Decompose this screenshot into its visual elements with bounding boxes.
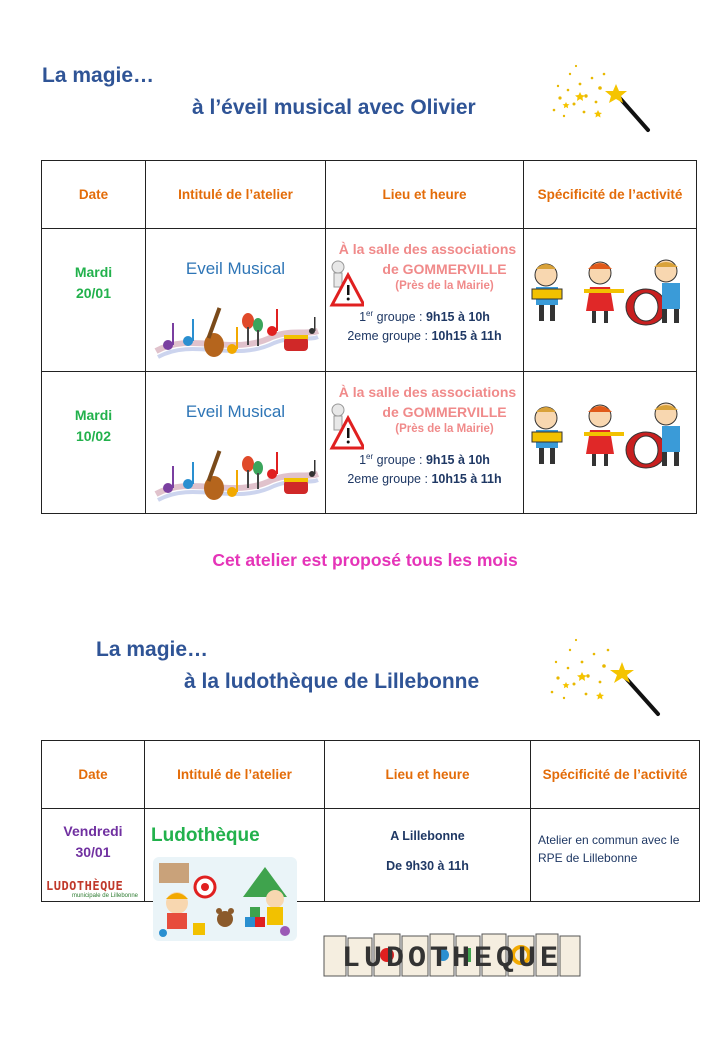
group2-line: 2eme groupe : 10h15 à 11h	[347, 329, 502, 344]
date-cell	[42, 809, 145, 902]
music-schedule-table	[41, 160, 697, 514]
lieu-line2: de GOMMERVILLE	[382, 404, 507, 420]
header-specificite: Spécificité de l’activité	[531, 741, 700, 809]
ludotheque-schedule-table	[41, 740, 700, 902]
children-musicians-icon	[528, 259, 692, 329]
ludotheque-logo	[322, 928, 582, 984]
warning-sign-icon	[328, 402, 364, 454]
section2-title-line1: La magie…	[96, 638, 209, 661]
magic-wand-icon	[540, 58, 660, 138]
activity-title: Ludothèque	[151, 825, 260, 846]
lieu-time: De 9h30 à 11h	[386, 859, 469, 873]
header-specificite: Spécificité de l’activité	[524, 161, 697, 229]
header-atelier: Intitulé de l’atelier	[145, 741, 325, 809]
group1-line: 1er groupe : 9h15 à 10h	[359, 309, 490, 325]
table-header-row	[42, 161, 697, 229]
table-row	[42, 372, 697, 514]
activity-cell	[146, 372, 326, 514]
lieu-cell	[326, 372, 524, 514]
lieu-line1: À la salle des associations	[338, 384, 517, 400]
lieu-line2: de GOMMERVILLE	[382, 261, 507, 277]
date-value: 30/01	[75, 844, 111, 860]
section1-title-line2: à l’éveil musical avec Olivier	[192, 96, 476, 119]
section2-title-line2: à la ludothèque de Lillebonne	[184, 670, 480, 693]
date-day: Mardi	[74, 407, 113, 423]
section1-title-line1: La magie…	[42, 64, 155, 87]
group1-line: 1er groupe : 9h15 à 10h	[359, 452, 490, 468]
date-day: Mardi	[74, 264, 113, 280]
lieu-cell	[326, 229, 524, 372]
monthly-notice: Cet atelier est proposé tous les mois	[212, 550, 518, 570]
lieu-place: A Lillebonne	[390, 829, 465, 843]
specificite-cell	[524, 372, 697, 514]
header-lieu: Lieu et heure	[325, 741, 531, 809]
specificite-text: Atelier en commun avec le RPE de Lillebonne	[538, 833, 680, 865]
children-musicians-icon	[528, 402, 692, 472]
lieu-cell	[325, 809, 531, 902]
table-row	[42, 229, 697, 372]
table-header-row	[42, 741, 700, 809]
lieu-line1: À la salle des associations	[338, 241, 517, 257]
toys-children-icon	[153, 857, 297, 941]
header-date: Date	[42, 161, 146, 229]
lieu-note: (Près de la Mairie)	[395, 280, 494, 292]
bottom-logo-text: LUDOTHEQUE	[341, 942, 563, 976]
header-atelier: Intitulé de l’atelier	[146, 161, 326, 229]
specificite-cell	[524, 229, 697, 372]
group2-line: 2eme groupe : 10h15 à 11h	[347, 472, 502, 487]
activity-title: Eveil Musical	[185, 259, 286, 278]
music-instruments-icon	[152, 301, 320, 363]
warning-sign-icon	[328, 259, 364, 311]
date-cell	[42, 372, 146, 514]
activity-cell	[146, 229, 326, 372]
ludotheque-small-logo: LUDOTHÈQUE municipale de Lillebonne	[46, 879, 138, 899]
date-cell	[42, 229, 146, 372]
date-value: 10/02	[75, 428, 112, 444]
music-instruments-icon	[152, 444, 320, 506]
date-value: 20/01	[75, 285, 112, 301]
header-date: Date	[42, 741, 145, 809]
magic-wand-icon	[538, 632, 668, 722]
specificite-cell	[531, 809, 700, 902]
lieu-note: (Près de la Mairie)	[395, 423, 494, 435]
table-row	[42, 809, 700, 902]
activity-cell	[145, 809, 325, 902]
header-lieu: Lieu et heure	[326, 161, 524, 229]
date-day: Vendredi	[63, 823, 123, 839]
activity-title: Eveil Musical	[185, 402, 286, 421]
